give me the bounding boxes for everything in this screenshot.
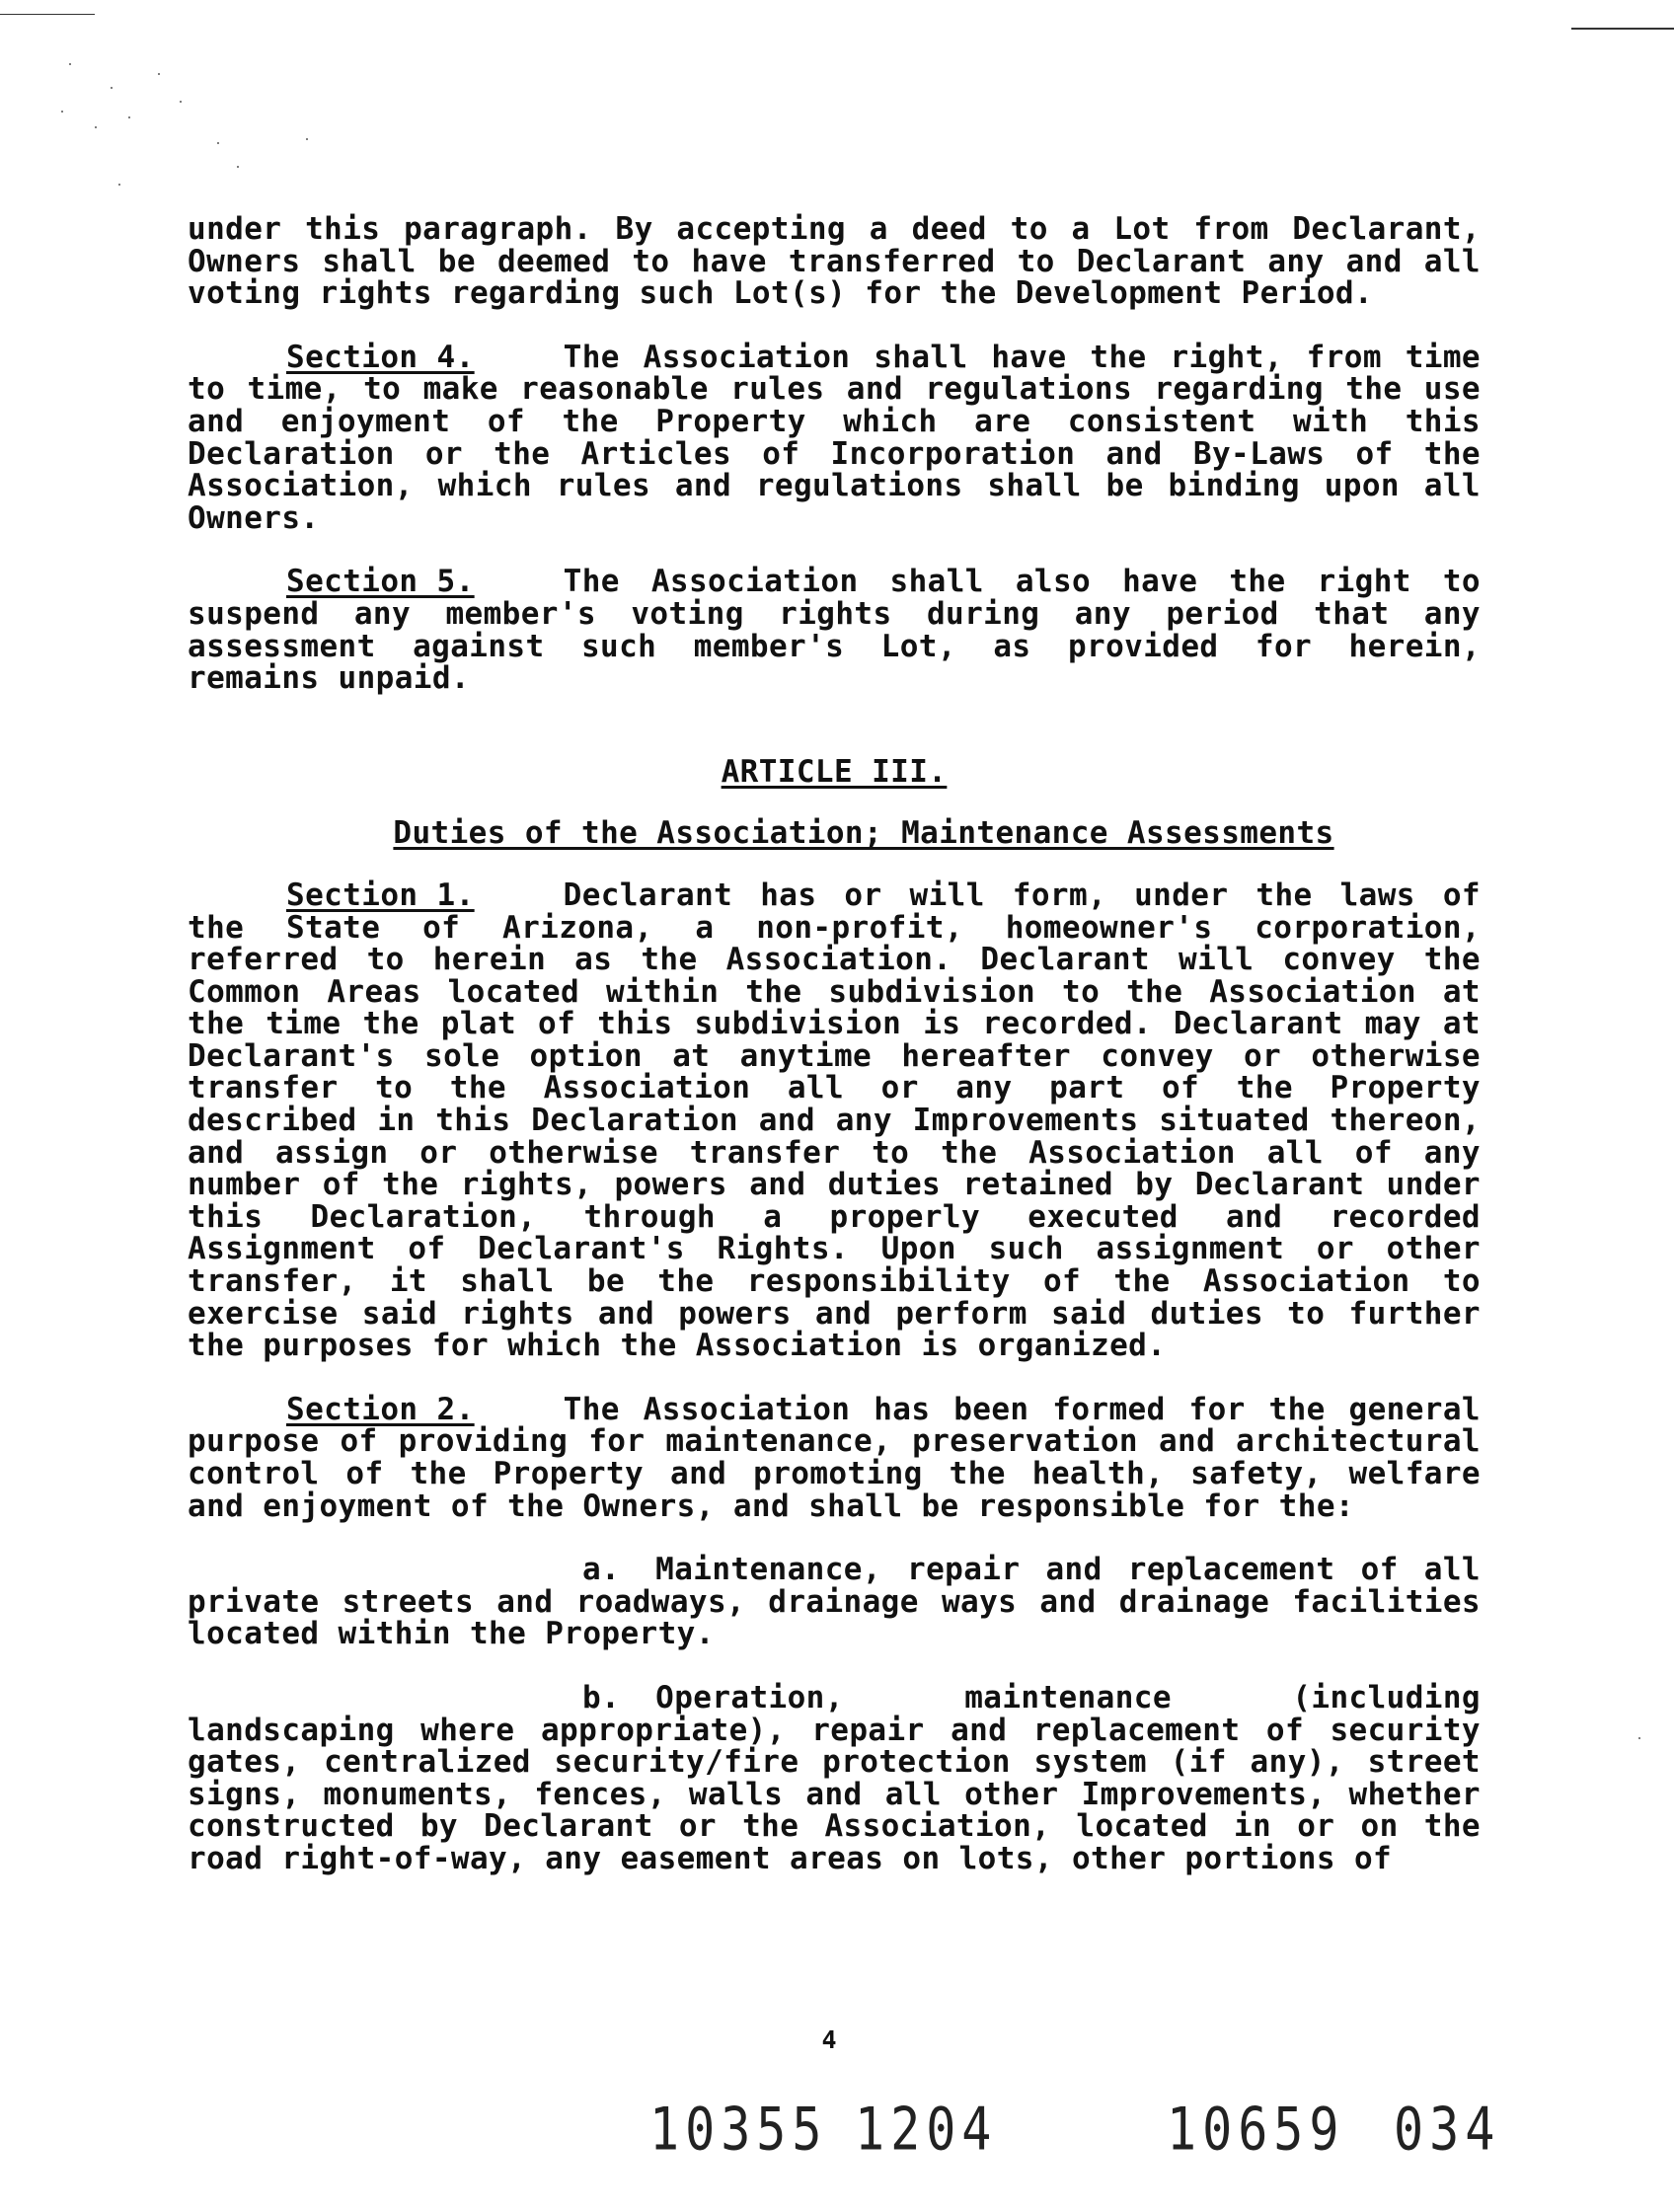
item-a-label: a. — [582, 1552, 621, 1588]
scan-speck — [306, 138, 308, 140]
recording-stamp-number: 034 — [1394, 2095, 1501, 2164]
item-b-label: b. — [582, 1679, 621, 1716]
item-b-paragraph — [188, 1679, 1481, 1876]
section-4-paragraph — [188, 339, 1481, 536]
scan-speck — [1638, 1737, 1640, 1739]
section-4-text: The Association shall have the right, from time to time, to make reasonable rules and regulations regarding the use and enjoyment of the Property which are consistent with this Declaration or the Articles of Incorporation and By-Laws of the Association, which rules and regulations shall be binding upon all Owners. — [188, 339, 1481, 536]
article-subheading: Duties of the Association; Maintenance Assessments — [393, 815, 1334, 852]
recording-stamp-number: 10659 — [1167, 2095, 1345, 2164]
scan-line-top-left — [0, 14, 95, 15]
recording-stamp-number: 10355 — [649, 2095, 828, 2164]
section-5-label: Section 5. — [286, 564, 475, 600]
section-1-paragraph — [188, 879, 1481, 1362]
recording-stamp-number: 1204 — [855, 2095, 998, 2164]
scan-speck — [118, 184, 120, 186]
item-a-paragraph — [188, 1554, 1481, 1650]
article-heading: ARTICLE III. — [721, 753, 948, 790]
section-4-label: Section 4. — [286, 339, 475, 375]
page-number: 4 — [821, 2025, 837, 2054]
scan-line-top-right — [1571, 28, 1674, 30]
scan-speck — [61, 111, 63, 113]
scan-speck — [95, 126, 97, 128]
scan-speck — [158, 73, 160, 75]
scan-speck — [128, 116, 130, 118]
section-2-label: Section 2. — [286, 1391, 475, 1427]
document-body — [188, 213, 1481, 1875]
scan-speck — [69, 63, 71, 65]
scan-speck — [180, 101, 182, 103]
item-a-text: Maintenance, repair and replacement of all private streets and roadways, drainage ways and drainage facilities located within the Property. — [188, 1552, 1481, 1652]
scan-speck — [217, 142, 219, 144]
section-2-paragraph — [188, 1391, 1481, 1524]
section-2-text: The Association has been formed for the general purpose of providing for maintenance, preservation and architectural control of the Property and promoting the health, safety, welfare and enjoyment of the Owners, and shall be responsible for the: — [188, 1391, 1481, 1524]
item-b-text: Operation, maintenance (including landscaping where appropriate), repair and replacement of security gates, centralized security/fire protection system (if any), street signs, monuments, fences, walls and all other Improvements, whether constructed by Declarant or the Association, located in or on the road right-of-way, any easement areas on lots, other portions of — [188, 1679, 1481, 1876]
section-1-text: Declarant has or will form, under the laws of the State of Arizona, a non-profit, homeowner's corporation, referred to herein as the Association. Declarant will convey the Common Areas located within the subdivision to the Association at the time the plat of this subdivision is recorded. Declarant may at Declarant's sole option at anytime hereafter convey or otherwise transfer to the Association all or any part of the Property described in this Declaration and any Improvements situated thereon, and assign or otherwise transfer to the Association all of any number of the rights, powers and duties retained by Declarant under this Declaration, through a properly executed and recorded Assignment of Declarant's Rights. Upon such assignment or other transfer, it shall be the responsibility of the Association to exercise said rights and powers and perform said duties to further the purposes for which the Association is organized. — [188, 877, 1481, 1364]
section-5-paragraph — [188, 564, 1481, 697]
scan-speck — [237, 166, 239, 168]
section-5-text: The Association shall also have the right to suspend any member's voting rights during any period that any assessment against such member's Lot, as provided for herein, remains unpaid. — [188, 564, 1481, 697]
opening-paragraph: under this paragraph. By accepting a deed to a Lot from Declarant, Owners shall be deemed to have transferred to Declarant any and all voting rights regarding such Lot(s) for the Development Period. — [188, 211, 1481, 312]
section-1-label: Section 1. — [286, 877, 475, 913]
scan-speck — [111, 87, 113, 89]
